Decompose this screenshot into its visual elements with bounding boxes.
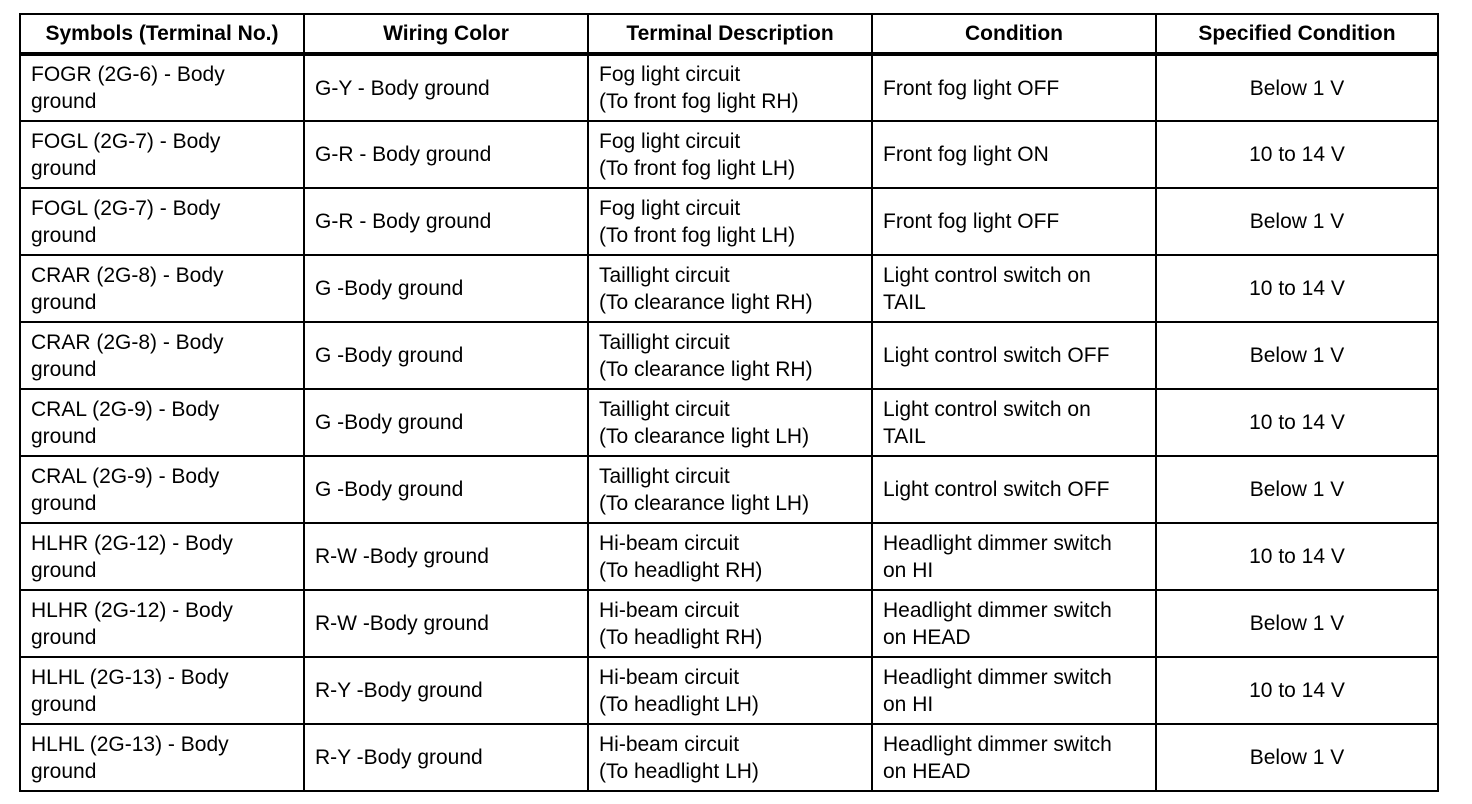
table-row <box>20 322 1438 389</box>
condition-cell-line: on HI <box>883 558 934 582</box>
table-body <box>20 54 1438 791</box>
terminal-description-cell-line: Fog light circuit <box>599 129 741 153</box>
header-specified-condition: Specified Condition <box>1156 14 1438 54</box>
header-symbols: Symbols (Terminal No.) <box>20 14 304 54</box>
condition-cell-line: on HEAD <box>883 759 971 783</box>
terminal-description-cell-line: Taillight circuit <box>599 263 730 287</box>
symbol-cell-line: CRAR (2G-8) - Body <box>31 263 224 287</box>
condition-cell <box>872 523 1156 590</box>
terminal-description-cell-line: Hi-beam circuit <box>599 732 740 756</box>
symbol-cell-line: HLHL (2G-13) - Body <box>31 665 229 689</box>
symbol-cell-line: CRAR (2G-8) - Body <box>31 330 224 354</box>
condition-cell-line: Headlight dimmer switch <box>883 732 1112 756</box>
terminal-description-cell-line: (To headlight LH) <box>599 692 759 716</box>
wiring-color-cell: R-W -Body ground <box>304 590 588 657</box>
condition-cell-line: Light control switch on <box>883 263 1091 287</box>
condition-cell <box>872 255 1156 322</box>
terminal-description-cell <box>588 188 872 255</box>
wiring-color-cell: G -Body ground <box>304 389 588 456</box>
terminal-description-cell <box>588 389 872 456</box>
terminal-description-cell-line: (To headlight RH) <box>599 558 763 582</box>
symbol-cell-line: HLHR (2G-12) - Body <box>31 531 233 555</box>
table-row <box>20 724 1438 791</box>
terminal-description-cell <box>588 54 872 121</box>
terminal-description-cell-line: (To clearance light RH) <box>599 357 813 381</box>
symbol-cell <box>20 188 304 255</box>
header-condition: Condition <box>872 14 1156 54</box>
terminal-description-cell <box>588 456 872 523</box>
terminal-description-cell-line: (To clearance light LH) <box>599 424 810 448</box>
condition-cell-line: TAIL <box>883 290 926 314</box>
wiring-color-cell: G-R - Body ground <box>304 188 588 255</box>
wiring-color-cell: R-Y -Body ground <box>304 657 588 724</box>
table-row <box>20 456 1438 523</box>
table-row <box>20 121 1438 188</box>
specified-condition-cell: 10 to 14 V <box>1156 657 1438 724</box>
condition-cell-line: TAIL <box>883 424 926 448</box>
symbol-cell-line: ground <box>31 759 97 783</box>
specified-condition-cell: 10 to 14 V <box>1156 121 1438 188</box>
terminal-description-cell <box>588 523 872 590</box>
condition-cell-line: Light control switch on <box>883 397 1091 421</box>
symbol-cell <box>20 255 304 322</box>
symbol-cell-line: ground <box>31 357 97 381</box>
terminal-inspection-sheet <box>19 13 1437 792</box>
terminal-description-cell-line: (To front fog light RH) <box>599 90 799 113</box>
condition-cell-line: Headlight dimmer switch <box>883 665 1112 689</box>
specified-condition-cell: Below 1 V <box>1156 188 1438 255</box>
symbol-cell <box>20 54 304 121</box>
terminal-description-cell-line: Taillight circuit <box>599 397 730 421</box>
condition-cell <box>872 456 1156 523</box>
table-header <box>20 14 1438 54</box>
wiring-color-cell: R-Y -Body ground <box>304 724 588 791</box>
specified-condition-cell: Below 1 V <box>1156 322 1438 389</box>
symbol-cell-line: CRAL (2G-9) - Body <box>31 397 220 421</box>
symbol-cell-line: HLHL (2G-13) - Body <box>31 732 229 756</box>
terminal-description-cell <box>588 657 872 724</box>
symbol-cell <box>20 590 304 657</box>
symbol-cell <box>20 724 304 791</box>
terminal-description-cell <box>588 724 872 791</box>
wiring-color-cell: G -Body ground <box>304 322 588 389</box>
symbol-cell-line: ground <box>31 491 97 515</box>
symbol-cell-line: ground <box>31 424 97 448</box>
table-row <box>20 389 1438 456</box>
specified-condition-cell: 10 to 14 V <box>1156 255 1438 322</box>
wiring-color-cell: G-Y - Body ground <box>304 54 588 121</box>
condition-cell <box>872 389 1156 456</box>
specified-condition-cell: 10 to 14 V <box>1156 389 1438 456</box>
wiring-color-cell: R-W -Body ground <box>304 523 588 590</box>
terminal-description-cell <box>588 322 872 389</box>
symbol-cell-line: ground <box>31 558 97 582</box>
symbol-cell <box>20 121 304 188</box>
terminal-description-cell-line: (To headlight LH) <box>599 759 759 783</box>
specified-condition-cell: Below 1 V <box>1156 590 1438 657</box>
symbol-cell-line: HLHR (2G-12) - Body <box>31 598 233 622</box>
terminal-description-cell-line: Taillight circuit <box>599 464 730 488</box>
header-wiring-color: Wiring Color <box>304 14 588 54</box>
header-terminal-description: Terminal Description <box>588 14 872 54</box>
terminal-description-cell-line: (To headlight RH) <box>599 625 763 649</box>
symbol-cell <box>20 657 304 724</box>
condition-cell-line: Front fog light OFF <box>883 76 1060 100</box>
terminal-description-cell-line: (To front fog light LH) <box>599 156 796 180</box>
condition-cell <box>872 724 1156 791</box>
symbol-cell-line: CRAL (2G-9) - Body <box>31 464 220 488</box>
condition-cell-line: Headlight dimmer switch <box>883 531 1112 555</box>
condition-cell <box>872 54 1156 121</box>
condition-cell-line: Light control switch OFF <box>883 478 1110 501</box>
terminal-description-cell <box>588 590 872 657</box>
terminal-description-cell <box>588 121 872 188</box>
condition-cell <box>872 188 1156 255</box>
symbol-cell <box>20 322 304 389</box>
condition-cell-line: on HI <box>883 692 934 716</box>
condition-cell-line: Front fog light OFF <box>883 210 1060 233</box>
condition-cell <box>872 121 1156 188</box>
specified-condition-cell: 10 to 14 V <box>1156 523 1438 590</box>
condition-cell-line: Headlight dimmer switch <box>883 598 1112 622</box>
symbol-cell-line: FOGR (2G-6) - Body <box>31 63 225 86</box>
table-row <box>20 188 1438 255</box>
symbol-cell-line: ground <box>31 290 97 314</box>
wiring-color-cell: G -Body ground <box>304 255 588 322</box>
condition-cell-line: on HEAD <box>883 625 971 649</box>
symbol-cell <box>20 456 304 523</box>
symbol-cell <box>20 389 304 456</box>
wiring-color-cell: G-R - Body ground <box>304 121 588 188</box>
terminal-description-cell-line: Hi-beam circuit <box>599 665 740 689</box>
terminal-table <box>19 13 1439 792</box>
table-row <box>20 255 1438 322</box>
header-row <box>20 14 1438 54</box>
symbol-cell-line: ground <box>31 90 97 113</box>
table-row <box>20 590 1438 657</box>
specified-condition-cell: Below 1 V <box>1156 456 1438 523</box>
condition-cell <box>872 322 1156 389</box>
terminal-description-cell-line: Taillight circuit <box>599 330 730 354</box>
terminal-description-cell-line: Fog light circuit <box>599 63 741 86</box>
terminal-description-cell-line: Hi-beam circuit <box>599 598 740 622</box>
symbol-cell <box>20 523 304 590</box>
condition-cell <box>872 590 1156 657</box>
terminal-description-cell-line: (To front fog light LH) <box>599 223 796 247</box>
symbol-cell-line: ground <box>31 156 97 180</box>
specified-condition-cell: Below 1 V <box>1156 54 1438 121</box>
terminal-description-cell-line: (To clearance light LH) <box>599 491 810 515</box>
terminal-description-cell <box>588 255 872 322</box>
terminal-description-cell-line: Fog light circuit <box>599 196 741 220</box>
table-row <box>20 54 1438 121</box>
symbol-cell-line: FOGL (2G-7) - Body <box>31 196 221 220</box>
condition-cell-line: Front fog light ON <box>883 143 1049 166</box>
symbol-cell-line: ground <box>31 625 97 649</box>
symbol-cell-line: FOGL (2G-7) - Body <box>31 129 221 153</box>
terminal-description-cell-line: Hi-beam circuit <box>599 531 740 555</box>
condition-cell-line: Light control switch OFF <box>883 344 1110 367</box>
table-row <box>20 657 1438 724</box>
symbol-cell-line: ground <box>31 692 97 716</box>
specified-condition-cell: Below 1 V <box>1156 724 1438 791</box>
terminal-description-cell-line: (To clearance light RH) <box>599 290 813 314</box>
symbol-cell-line: ground <box>31 223 97 247</box>
wiring-color-cell: G -Body ground <box>304 456 588 523</box>
condition-cell <box>872 657 1156 724</box>
table-row <box>20 523 1438 590</box>
